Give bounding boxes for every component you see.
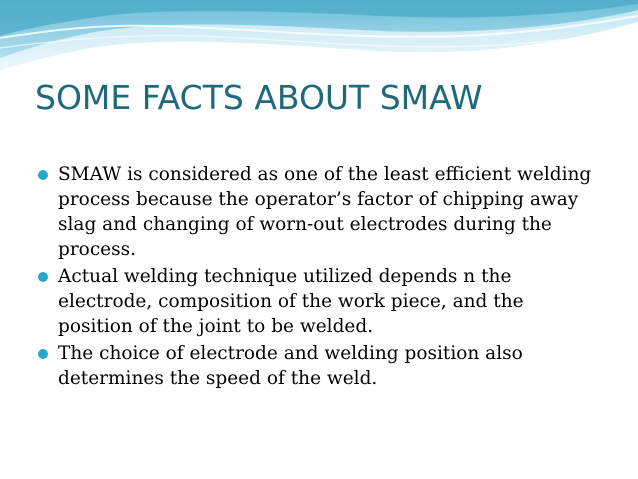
bullet-text: The choice of electrode and welding position also determines the speed of the weld. [58,343,523,389]
header-wave-decoration [0,0,638,72]
bullet-dot-icon [38,272,48,282]
bullet-text: SMAW is considered as one of the least efficient welding process because the operator’s factor of chipping away slag and changing of worn-out electrodes during the process. [58,164,592,260]
bullet-dot-icon [38,349,48,359]
bullet-item [38,341,598,391]
bullet-item [38,264,598,339]
bullet-item [38,162,598,262]
bullet-dot-icon [38,170,48,180]
slide-title: SOME FACTS ABOUT SMAW [35,78,483,117]
bullet-text: Actual welding technique utilized depends n the electrode, composition of the work piece, and the position of the joint to be welded. [58,266,524,337]
bullet-list [38,162,598,393]
